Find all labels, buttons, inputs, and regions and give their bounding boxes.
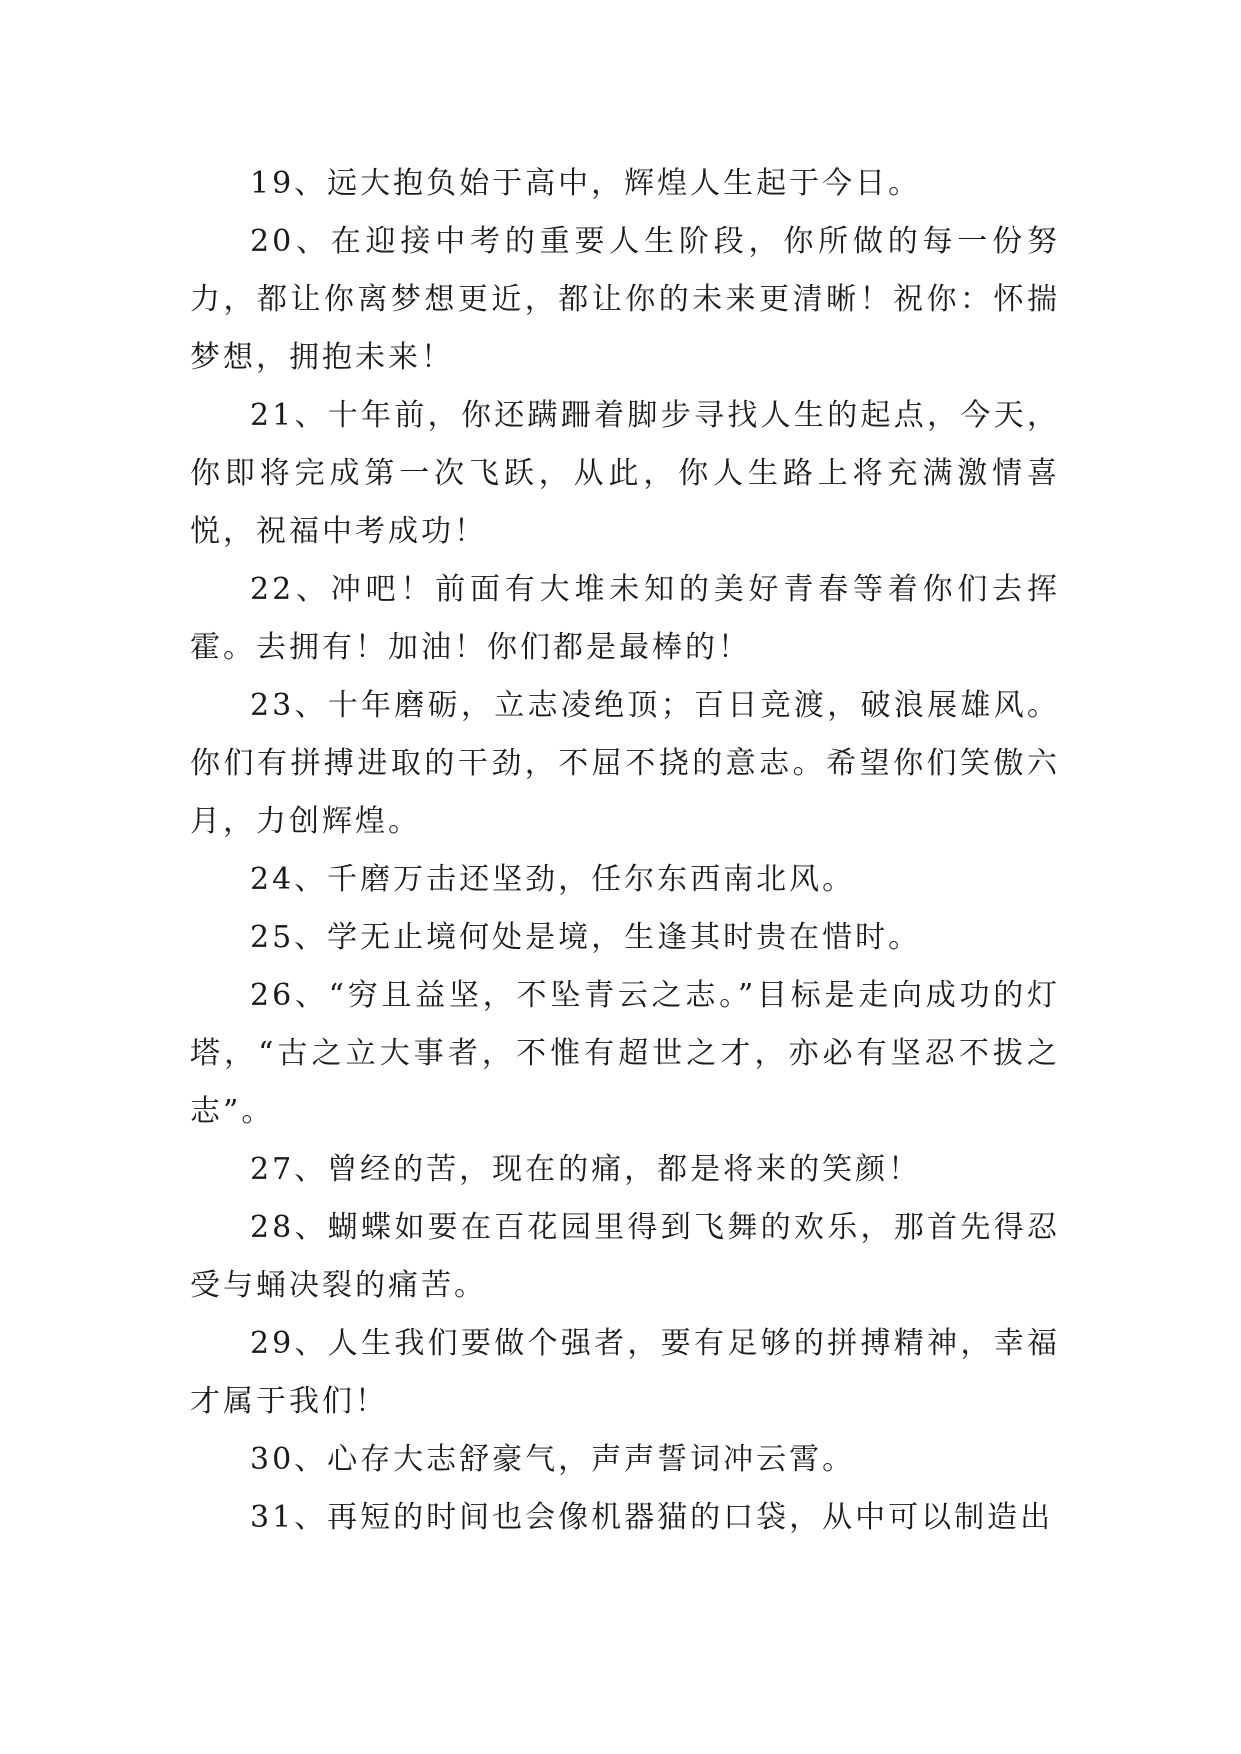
document-page xyxy=(190,155,1060,1547)
paragraph-24: 24、千磨万击还坚劲，任尔东西南北风。 xyxy=(250,862,856,897)
paragraph-22: 22、冲吧！前面有大堆未知的美好青春等着你们去挥霍。去拥有！加油！你们都是最棒的！ xyxy=(190,572,1060,665)
paragraph-28: 28、蝴蝶如要在百花园里得到飞舞的欢乐，那首先得忍受与蛹决裂的痛苦。 xyxy=(190,1210,1060,1303)
paragraph-27: 27、曾经的苦，现在的痛，都是将来的笑颜！ xyxy=(250,1152,922,1187)
paragraph-29: 29、人生我们要做个强者，要有足够的拼搏精神，幸福才属于我们！ xyxy=(190,1326,1060,1419)
paragraph-30: 30、心存大志舒豪气，声声誓词冲云霄。 xyxy=(250,1442,856,1477)
paragraph-23: 23、十年磨砺，立志凌绝顶；百日竞渡，破浪展雄风。你们有拼搏进取的干劲，不屈不挠的意志。希望你们笑傲六月，力创辉煌。 xyxy=(190,688,1060,839)
paragraph-26: 26、“穷且益坚，不坠青云之志。”目标是走向成功的灯塔，“古之立大事者，不惟有超世之才，亦必有坚忍不拔之志”。 xyxy=(190,978,1060,1129)
paragraph-31: 31、再短的时间也会像机器猫的口袋，从中可以制造出 xyxy=(250,1500,1054,1535)
paragraph-25: 25、学无止境何处是境，生逢其时贵在惜时。 xyxy=(250,920,922,955)
paragraph-19: 19、远大抱负始于高中，辉煌人生起于今日。 xyxy=(250,166,922,201)
paragraph-21: 21、十年前，你还蹒跚着脚步寻找人生的起点，今天，你即将完成第一次飞跃，从此，你人生路上将充满激情喜悦，祝福中考成功！ xyxy=(190,398,1060,549)
paragraph-20: 20、在迎接中考的重要人生阶段，你所做的每一份努力，都让你离梦想更近，都让你的未来更清晰！祝你：怀揣梦想，拥抱未来！ xyxy=(190,224,1060,375)
